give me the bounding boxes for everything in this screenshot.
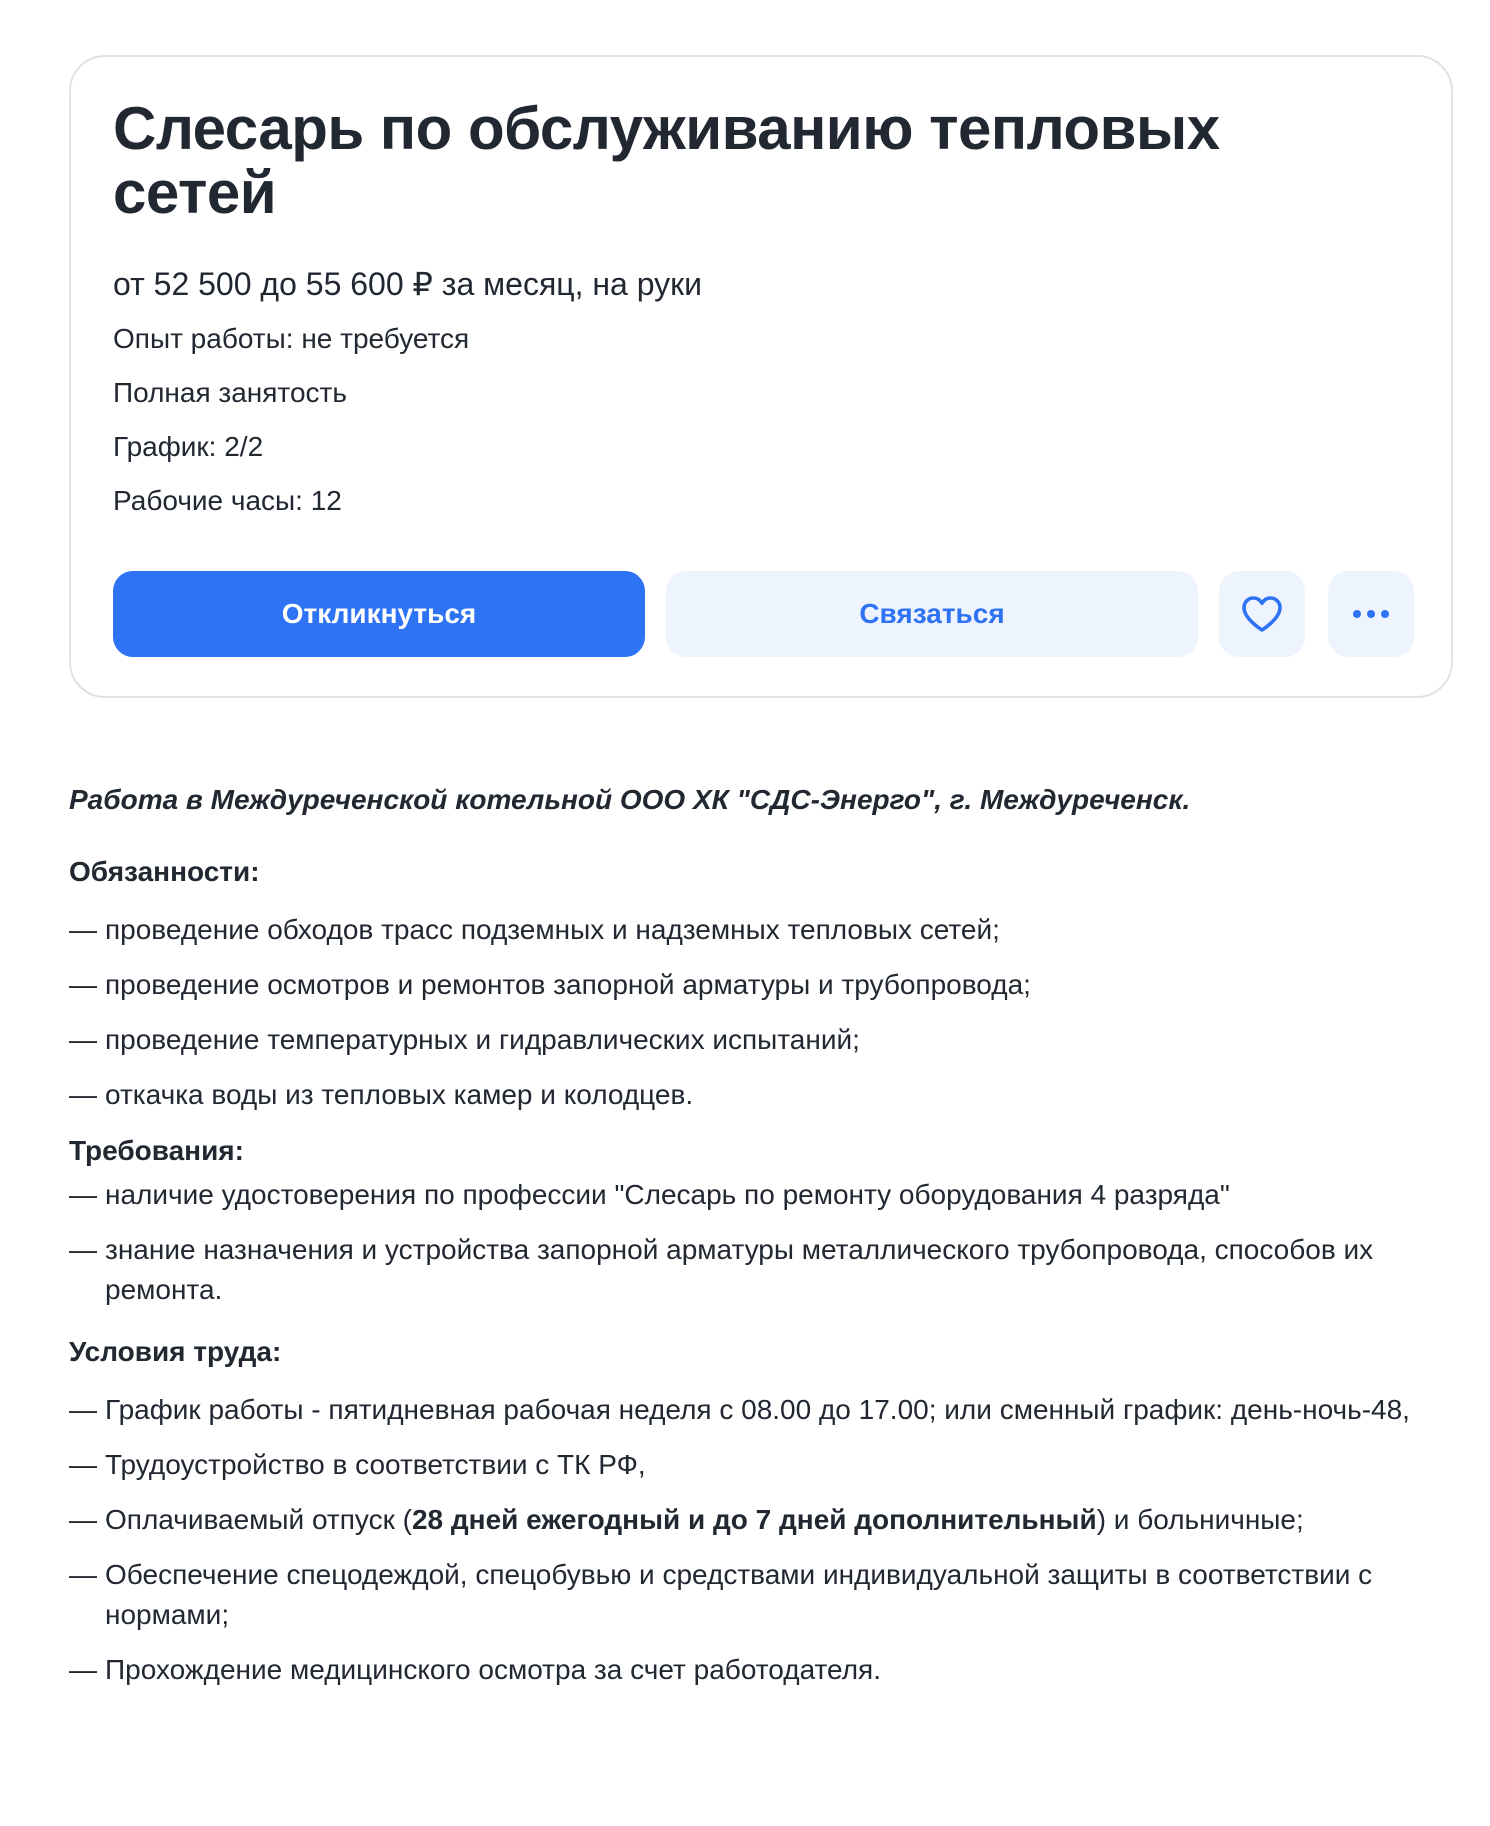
dash-mark: — [69,1394,97,1425]
list-item: — Оплачиваемый отпуск (28 дней ежегодный и до 7 дней дополнительный) и больничные; [69,1500,1459,1540]
conditions-title: Условия труда: [69,1336,282,1367]
more-button[interactable] [1328,571,1414,657]
dash-mark: — [69,914,97,945]
experience: Опыт работы: не требуется [113,323,470,354]
more-icon [1351,608,1391,620]
conditions-section [69,1332,1459,1690]
dash-mark: — [69,1449,97,1480]
vacation-highlight: 28 дней ежегодный и до 7 дней дополнительный [411,1504,1097,1535]
list-item: — Трудоустройство в соответствии с ТК РФ, [69,1445,1459,1485]
list-item: — проведение обходов трасс подземных и надземных тепловых сетей; [69,910,1459,950]
employment-type: Полная занятость [113,377,347,408]
description-intro: Работа в Междуреченской котельной ООО ХК "СДС-Энерго", г. Междуреченск. [69,784,1191,815]
dash-mark: — [69,1234,97,1265]
requirements-list [69,1175,1459,1310]
contact-button[interactable]: Связаться [666,571,1198,657]
dash-mark: — [69,1559,97,1590]
list-item: — Прохождение медицинского осмотра за счет работодателя. [69,1650,1459,1690]
responsibilities-section [69,852,1459,1115]
responsibilities-title: Обязанности: [69,856,260,887]
requirements-section [69,1131,1459,1310]
dash-mark: — [69,1654,97,1685]
list-item: — проведение осмотров и ремонтов запорной арматуры и трубопровода; [69,965,1459,1005]
dash-mark: — [69,1079,97,1110]
respond-button[interactable]: Откликнуться [113,571,645,657]
favorite-button[interactable] [1219,571,1305,657]
dash-mark: — [69,1504,97,1535]
vacancy-title: Слесарь по обслуживанию тепловых сетей [113,95,1220,226]
salary: от 52 500 до 55 600 ₽ за месяц, на руки [113,266,703,302]
heart-icon [1240,594,1284,634]
dash-mark: — [69,1024,97,1055]
list-item: — знание назначения и устройства запорной арматуры металлического трубопровода, способов их ремонта. [69,1230,1409,1310]
conditions-list [69,1390,1459,1690]
dash-mark: — [69,1179,97,1210]
list-item: — откачка воды из тепловых камер и колодцев. [69,1075,1459,1115]
schedule: График: 2/2 [113,431,264,462]
list-item: — График работы - пятидневная рабочая неделя с 08.00 до 17.00; или сменный график: день-ночь-48, [69,1390,1459,1430]
responsibilities-list [69,910,1459,1115]
vacancy-card [69,55,1453,698]
requirements-title: Требования: [69,1135,244,1166]
dash-mark: — [69,969,97,1000]
vacancy-description [69,780,1459,1705]
working-hours: Рабочие часы: 12 [113,485,342,516]
list-item: — проведение температурных и гидравлических испытаний; [69,1020,1459,1060]
list-item: — наличие удостоверения по профессии "Слесарь по ремонту оборудования 4 разряда" [69,1175,1459,1215]
list-item: — Обеспечение спецодеждой, спецобувью и средствами индивидуальной защиты в соответствии с нормами; [69,1555,1409,1635]
